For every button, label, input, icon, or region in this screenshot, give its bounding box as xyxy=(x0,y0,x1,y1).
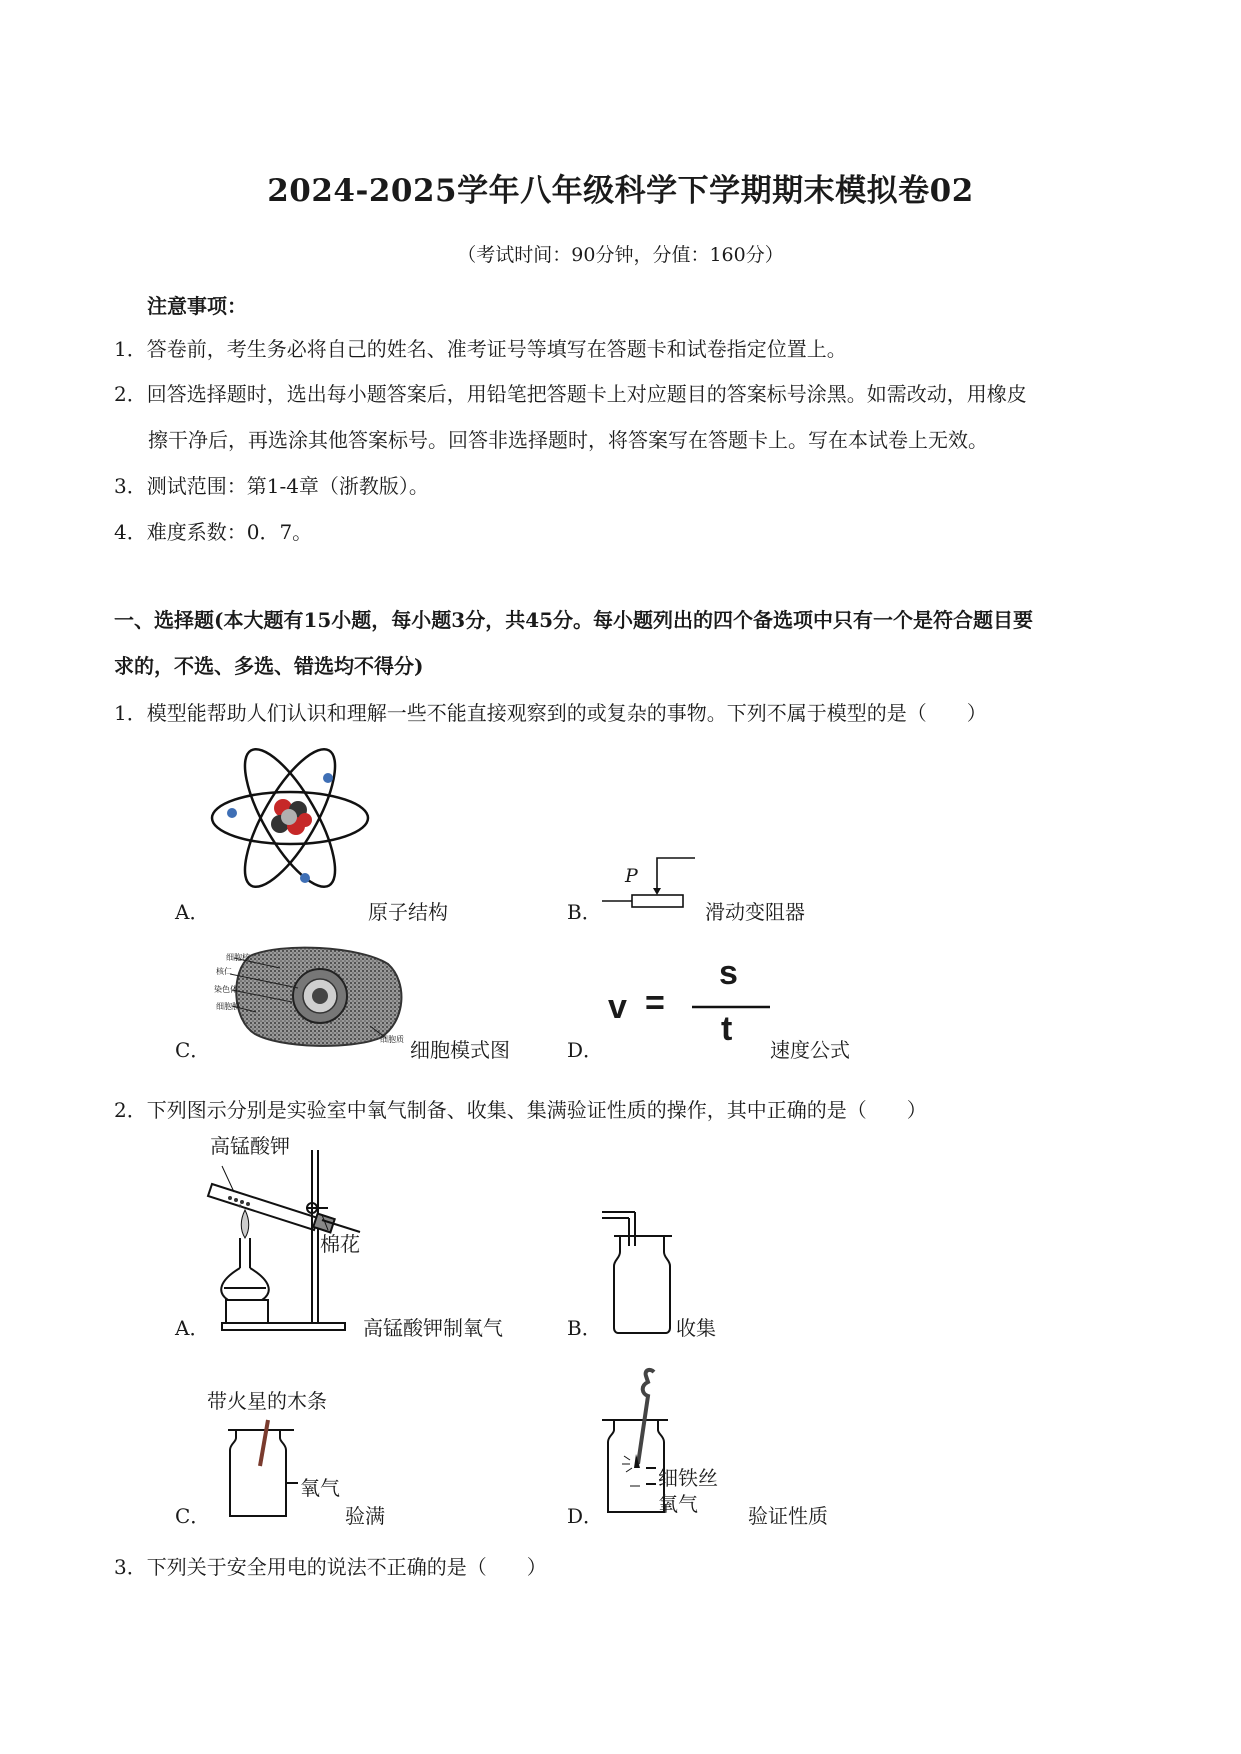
fraction-bar xyxy=(692,1005,770,1009)
glowing-splint-bottle xyxy=(228,1420,348,1520)
formula-numerator: s xyxy=(719,954,738,992)
figure-label: 棉花 xyxy=(320,1232,360,1256)
option-letter: C． xyxy=(175,1038,211,1062)
cell-label: 核仁 xyxy=(216,967,232,976)
figure-label: 高锰酸钾 xyxy=(210,1134,290,1158)
section-heading: 一、选择题(本大题有15小题，每小题3分，共45分。每小题列出的四个备选项中只有一个是符合题目要 xyxy=(114,608,1034,632)
cell-label: 染色体 xyxy=(214,985,238,994)
question-1-stem: 1．模型能帮助人们认识和理解一些不能直接观察到的或复杂的事物。下列不属于模型的是（ ） xyxy=(114,701,987,725)
notice-item: 擦干净后，再选涂其他答案标号。回答非选择题时，将答案写在答题卡上。写在本试卷上无效。 xyxy=(148,428,988,452)
option-caption: 高锰酸钾制氧气 xyxy=(363,1316,503,1340)
formula-equals: = xyxy=(645,984,665,1022)
option-caption: 细胞模式图 xyxy=(410,1038,510,1062)
notice-item: 1．答卷前，考生务必将自己的姓名、准考证号等填写在答题卡和试卷指定位置上。 xyxy=(114,337,847,361)
option-caption: 验满 xyxy=(345,1504,385,1528)
notice-item: 4．难度系数：0．7。 xyxy=(114,520,313,544)
option-caption: 原子结构 xyxy=(368,900,448,924)
option-letter: A． xyxy=(175,900,210,924)
gas-collection-bottle xyxy=(600,1210,680,1335)
atom-structure-figure xyxy=(210,740,370,890)
option-letter: B． xyxy=(567,1316,602,1340)
option-letter: B． xyxy=(567,900,602,924)
rheostat-symbol xyxy=(602,858,697,918)
question-3-stem: 3．下列关于安全用电的说法不正确的是（ ） xyxy=(114,1555,547,1579)
option-caption: 滑动变阻器 xyxy=(705,900,805,924)
notice-item: 2．回答选择题时，选出每小题答案后，用铅笔把答题卡上对应题目的答案标号涂黑。如需改动，用橡皮 xyxy=(114,382,1027,406)
option-letter: A． xyxy=(175,1316,210,1340)
option-caption: 收集 xyxy=(676,1316,716,1340)
figure-label: 氧气 xyxy=(300,1476,340,1500)
figure-label: 氧气 xyxy=(658,1492,698,1516)
option-letter: D． xyxy=(567,1038,604,1062)
section-heading: 求的，不选、多选、错选均不得分) xyxy=(114,654,424,678)
page-title: 2024-2025学年八年级科学下学期期末模拟卷02 xyxy=(267,173,974,209)
option-letter: D． xyxy=(567,1504,604,1528)
permanganate-heating-apparatus xyxy=(210,1140,370,1330)
formula-denominator: t xyxy=(721,1010,733,1048)
option-caption: 速度公式 xyxy=(770,1038,850,1062)
figure-label: 细铁丝 xyxy=(658,1466,718,1490)
option-caption: 验证性质 xyxy=(748,1504,828,1528)
notice-heading: 注意事项： xyxy=(147,294,247,318)
formula-v: v xyxy=(608,988,627,1026)
notice-item: 3．测试范围：第1-4章（浙教版）。 xyxy=(114,474,429,498)
option-letter: C． xyxy=(175,1504,211,1528)
rheostat-p-label: P xyxy=(625,865,638,887)
question-2-stem: 2．下列图示分别是实验室中氧气制备、收集、集满验证性质的操作，其中正确的是（ ） xyxy=(114,1098,927,1122)
cell-label: 细胞质 xyxy=(380,1035,404,1044)
cell-label: 细胞核 xyxy=(226,953,250,962)
exam-info: （考试时间：90分钟，分值：160分） xyxy=(457,244,784,266)
cell-label: 细胞膜 xyxy=(216,1002,240,1011)
figure-label: 带火星的木条 xyxy=(207,1389,327,1413)
